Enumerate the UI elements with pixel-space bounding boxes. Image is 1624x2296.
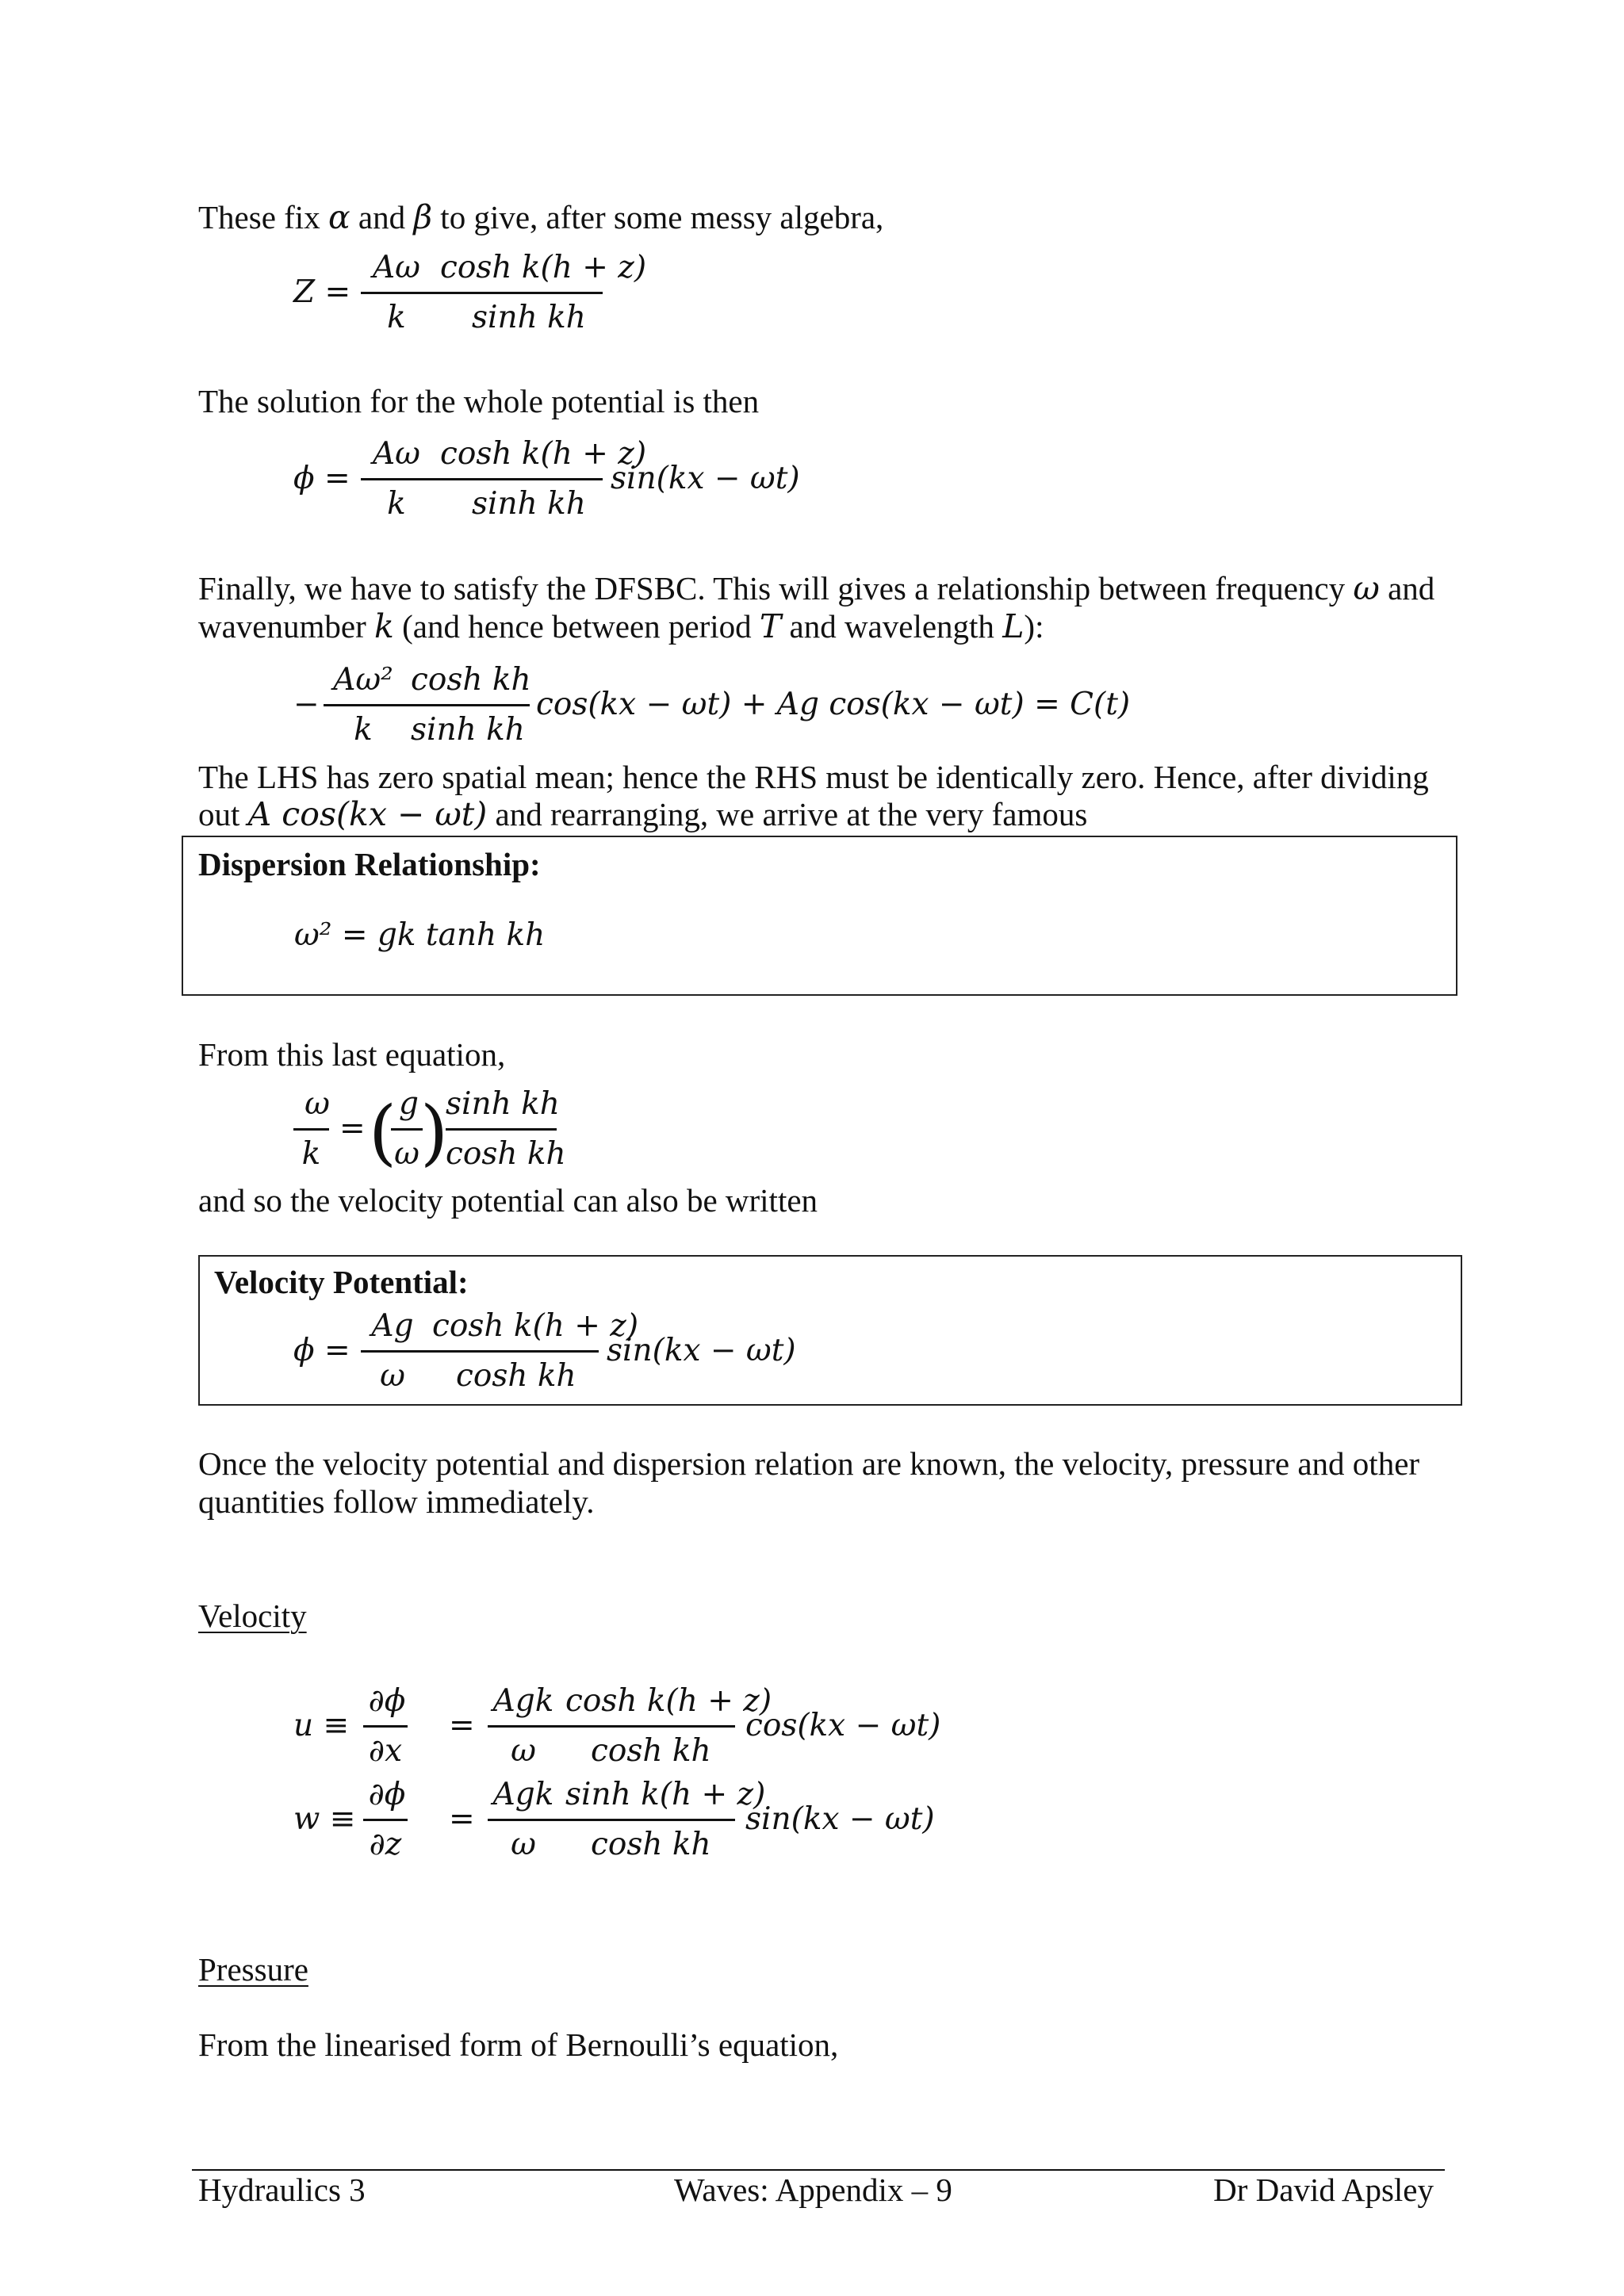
w-d-num: ∂ϕ <box>368 1777 406 1812</box>
dispersion-equation: ω² = gk tanh kh <box>294 917 546 953</box>
once-line-2: quantities follow immediately. <box>198 1483 595 1520</box>
dispersion-box <box>182 836 1457 996</box>
ratio-left-fraction <box>293 1082 341 1177</box>
phi-num-left: Aω <box>373 436 420 472</box>
u-num-left: Agk <box>492 1683 554 1719</box>
u-equals: = <box>449 1708 475 1743</box>
w-lhs: w ≡ <box>293 1801 356 1837</box>
velocity-potential-box <box>198 1255 1462 1406</box>
t-symbol: T <box>759 607 782 645</box>
u-den-left: ω <box>511 1733 536 1769</box>
w-den-right: cosh kh <box>591 1827 711 1862</box>
alpha-symbol: α <box>327 198 350 236</box>
equation-dfsbc <box>293 658 1131 761</box>
z-den-right: sinh kh <box>472 300 586 335</box>
dfsbc-tail: cos(kx − ωt) + Ag cos(kx − ωt) = C(t) <box>536 687 1131 722</box>
equation-phi <box>293 432 848 535</box>
ratio-num-right: sinh kh <box>446 1086 560 1122</box>
equation-z <box>293 246 647 349</box>
ratio-right-fraction <box>446 1082 573 1177</box>
w-equals: = <box>449 1801 475 1837</box>
ratio-num-left: ω <box>304 1086 330 1122</box>
u-derivative <box>363 1679 411 1774</box>
dfsbc-den-left: k <box>354 712 373 748</box>
z-lhs: Z = <box>293 274 351 310</box>
ratio-right-paren: ) <box>420 1091 449 1174</box>
phi-lhs: ϕ = <box>293 461 350 496</box>
omega-symbol: ω <box>1353 569 1380 607</box>
w-den-left: ω <box>511 1827 536 1862</box>
pressure-heading: Pressure <box>198 1951 308 1988</box>
dfsbc-num-right: cosh kh <box>411 662 531 698</box>
u-tail: cos(kx − ωt) <box>745 1708 941 1743</box>
l-symbol: L <box>1002 607 1025 645</box>
intro-text-end: to give, after some messy algebra, <box>432 199 884 235</box>
w-tail: sin(kx − ωt) <box>745 1801 935 1837</box>
beta-symbol: β <box>413 198 433 236</box>
lhs-line-2 <box>198 795 1087 833</box>
equation-w <box>293 1773 1007 1868</box>
intro-text: These fix <box>198 199 328 235</box>
vp-lhs: ϕ = <box>293 1333 350 1368</box>
u-den-right: cosh kh <box>591 1733 711 1769</box>
z-num-right: cosh k(h + z) <box>440 250 647 285</box>
bernoulli-text: From the linearised form of Bernoulli’s equation, <box>198 2026 839 2063</box>
dfsbc-text: Finally, we have to satisfy the DFSBC. This will gives a relationship between frequency <box>198 570 1354 607</box>
phi-num-right: cosh k(h + z) <box>440 436 647 472</box>
lhs-text: out <box>198 796 248 832</box>
dfsbc-den-right: sinh kh <box>411 712 525 748</box>
phi-den-right: sinh kh <box>472 486 586 522</box>
dfsbc-minus: − <box>293 687 320 722</box>
dfsbc-text-2: wavenumber <box>198 608 374 645</box>
intro-and: and <box>350 199 414 235</box>
lhs-math: A cos(kx − ωt) <box>247 795 488 833</box>
also-written-text: and so the velocity potential can also be written <box>198 1182 818 1219</box>
footer-center: Waves: Appendix – 9 <box>674 2172 952 2208</box>
ratio-den-left: k <box>301 1136 321 1172</box>
k-symbol: k <box>374 607 394 645</box>
vp-tail: sin(kx − ωt) <box>607 1333 796 1368</box>
dfsbc-text-4: and wavelength <box>781 608 1003 645</box>
ratio-paren-den: ω <box>394 1136 419 1172</box>
w-derivative <box>363 1773 411 1867</box>
u-d-den: ∂x <box>368 1733 403 1769</box>
u-lhs: u ≡ <box>293 1708 350 1743</box>
z-num-left: Aω <box>373 250 420 285</box>
u-d-num: ∂ϕ <box>368 1683 406 1719</box>
ratio-paren-num: g <box>399 1086 419 1122</box>
dfsbc-line-2 <box>198 607 1044 645</box>
lhs-line-1: The LHS has zero spatial mean; hence the RHS must be identically zero. Hence, after dividing <box>198 759 1429 795</box>
whole-potential-text: The solution for the whole potential is then <box>198 383 760 419</box>
velocity-potential-title: Velocity Potential: <box>214 1264 469 1300</box>
phi-tail: sin(kx − ωt) <box>611 461 800 496</box>
u-num-right: cosh k(h + z) <box>565 1683 772 1719</box>
intro-paragraph <box>198 198 883 236</box>
ratio-den-right: cosh kh <box>446 1136 566 1172</box>
equation-ratio <box>293 1082 690 1185</box>
dfsbc-text-3: (and hence between period <box>393 608 760 645</box>
dfsbc-line-1 <box>198 569 1434 607</box>
velocity-heading: Velocity <box>198 1598 307 1634</box>
dispersion-title: Dispersion Relationship: <box>198 846 541 882</box>
ratio-equals: = <box>339 1111 366 1146</box>
z-fraction <box>361 246 900 340</box>
vp-den-left: ω <box>380 1358 405 1394</box>
vp-den-right: cosh kh <box>456 1358 576 1394</box>
vp-num-left: Ag <box>371 1308 414 1344</box>
vp-num-right: cosh k(h + z) <box>432 1308 639 1344</box>
ratio-left-paren: ( <box>369 1091 397 1174</box>
once-line-1: Once the velocity potential and dispersion relation are known, the velocity, pressure and other <box>198 1445 1420 1482</box>
velocity-potential-equation <box>293 1304 848 1399</box>
dfsbc-num-left: Aω² <box>333 662 393 698</box>
z-den-left: k <box>387 300 406 335</box>
lhs-text-end: and rearranging, we arrive at the very famous <box>487 796 1088 832</box>
w-num-left: Agk <box>492 1777 554 1812</box>
equation-u <box>293 1679 1007 1774</box>
footer-left: Hydraulics 3 <box>198 2172 366 2208</box>
phi-den-left: k <box>387 486 406 522</box>
footer-right: Dr David Apsley <box>1213 2172 1434 2208</box>
w-num-right: sinh k(h + z) <box>565 1777 766 1812</box>
dfsbc-text-end: and <box>1379 570 1435 607</box>
w-d-den: ∂z <box>369 1827 402 1862</box>
last-eq-text: From this last equation, <box>198 1036 506 1073</box>
dfsbc-text-5: ): <box>1024 608 1044 645</box>
